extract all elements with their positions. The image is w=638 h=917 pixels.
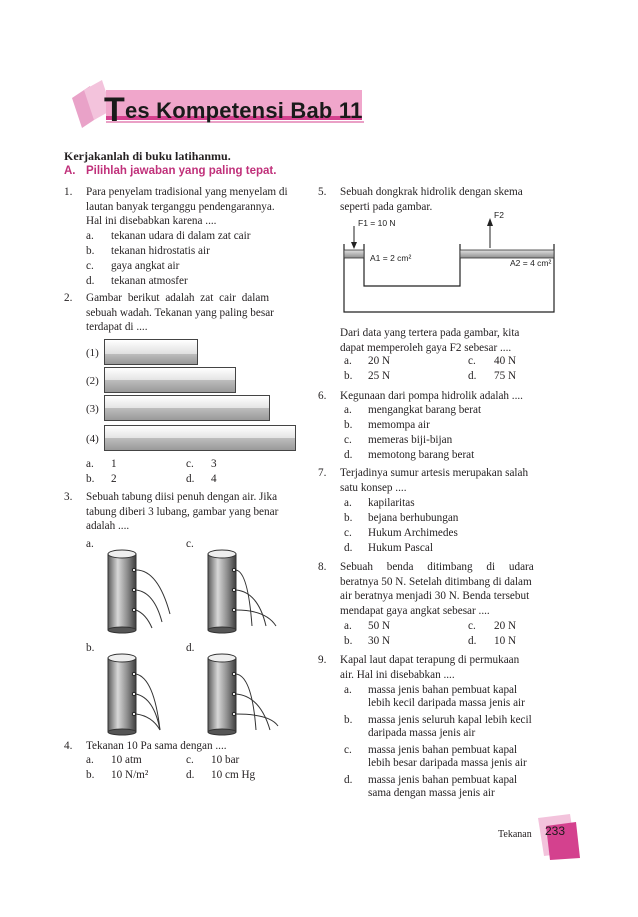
cylinder-figure-b (100, 652, 180, 736)
option-text: Hukum Archimedes (368, 527, 458, 539)
footer-chapter: Tekanan (498, 829, 532, 840)
option-text: 20 N (494, 620, 517, 632)
container-1 (104, 339, 198, 365)
option-text: 10 cm Hg (211, 769, 256, 781)
option[interactable] (86, 260, 94, 272)
option-letter: c. (186, 458, 194, 470)
stem-line: sebuah wadah. Tekanan yang paling besar (86, 306, 274, 319)
force-f1-label: F1 = 10 N (358, 218, 396, 228)
option[interactable] (186, 473, 194, 485)
option-letter: b. (86, 769, 95, 781)
option[interactable] (344, 635, 352, 647)
stem-line: Hal ini disebabkan karena .... (86, 215, 217, 228)
option-text: Hukum Pascal (368, 542, 433, 554)
stem-line: Sebuah tabung diisi penuh dengan air. Jika (86, 491, 278, 503)
option[interactable] (186, 754, 194, 766)
container-4 (104, 425, 296, 451)
option-text (368, 774, 517, 799)
option-text: kapilaritas (368, 497, 415, 509)
question-number: 8. (318, 561, 327, 573)
stem-line: Gambar berikut adalah zat cair dalam (86, 292, 270, 304)
option[interactable] (344, 774, 352, 786)
chapter-title (104, 88, 363, 129)
question-stem (86, 185, 302, 229)
option-text: memompa air (368, 419, 430, 431)
stem-line: Terjadinya sumur artesis merupakan salah (340, 467, 529, 479)
option-letter: c. (468, 620, 476, 632)
option[interactable] (344, 512, 352, 524)
option-letter: c. (344, 434, 352, 446)
option[interactable] (344, 419, 352, 431)
option[interactable] (344, 404, 352, 416)
option-letter: a. (344, 404, 352, 416)
option-letter: c. (186, 754, 194, 766)
option-letter: b. (86, 245, 95, 257)
question-stem (86, 490, 302, 534)
figure-label: (1) (86, 347, 99, 359)
option-letter: c. (344, 527, 352, 539)
area-a2-label: A2 = 4 cm² (510, 258, 552, 268)
option-letter: c. (86, 260, 94, 272)
option-letter: a. (86, 754, 94, 766)
option-text: bejana berhubungan (368, 512, 459, 524)
option[interactable] (86, 458, 94, 470)
option-text: 10 N/m² (111, 769, 149, 781)
option[interactable] (344, 714, 352, 726)
option[interactable] (344, 449, 352, 461)
option[interactable] (344, 620, 352, 632)
stem-line: lautan banyak terganggu pendengarannya. (86, 200, 275, 213)
option-letter: d. (186, 769, 195, 781)
option[interactable] (186, 769, 194, 781)
option[interactable] (344, 370, 352, 382)
option[interactable] (468, 355, 476, 367)
option[interactable] (86, 275, 94, 287)
container-2 (104, 367, 236, 393)
section-text: Pilihlah jawaban yang paling tepat. (86, 165, 277, 177)
stem-line: dapat memperoleh gaya F2 sebesar .... (340, 341, 512, 354)
option-text: tekanan hidrostatis air (111, 245, 210, 257)
cylinder-figure-d (200, 652, 280, 736)
chapter-title-initial: T (104, 91, 125, 129)
option-letter: b. (344, 419, 353, 431)
option-text: 10 bar (211, 754, 240, 766)
option-letter: d. (344, 542, 353, 554)
option-letter: a. (86, 458, 94, 470)
option[interactable] (468, 370, 476, 382)
option[interactable] (344, 527, 352, 539)
option-text: tekanan udara di dalam zat cair (111, 230, 251, 242)
option[interactable] (86, 642, 94, 654)
option-line: lebih kecil daripada massa jenis air (368, 697, 525, 709)
question-number: 6. (318, 390, 327, 402)
question-number: 7. (318, 467, 327, 479)
option-text (368, 714, 532, 739)
cylinder-figure-c (200, 548, 280, 634)
figure-label: (3) (86, 403, 99, 415)
option-text: 75 N (494, 370, 517, 382)
option-line: massa jenis bahan pembuat kapal (368, 744, 518, 756)
question-number: 5. (318, 186, 327, 198)
option-line: massa jenis bahan pembuat kapal (368, 684, 518, 696)
option-text: 10 atm (111, 754, 142, 766)
stem-line: Sebuah benda ditimbang di udara (340, 561, 534, 573)
option[interactable] (186, 458, 194, 470)
option-letter: b. (344, 512, 353, 524)
option-letter: a. (86, 538, 94, 550)
option-text: mengangkat barang berat (368, 404, 482, 416)
question-number: 3. (64, 491, 73, 503)
question-stem (340, 560, 560, 618)
stem-line: air. Hal ini disebabkan .... (340, 668, 455, 681)
stem-line: Kegunaan dari pompa hidrolik adalah .... (340, 390, 523, 402)
question-stem (340, 326, 560, 355)
stem-line: seperti pada gambar. (340, 200, 433, 213)
option[interactable] (344, 355, 352, 367)
option-line: daripada massa jenis air (368, 727, 476, 739)
option-line: massa jenis bahan pembuat kapal (368, 774, 518, 786)
stem-line: Tekanan 10 Pa sama dengan .... (86, 740, 227, 752)
option-letter: c. (186, 538, 194, 550)
option-letter: c. (344, 744, 352, 756)
option-letter: d. (344, 774, 353, 786)
option-line: massa jenis seluruh kapal lebih kecil (368, 714, 532, 726)
option[interactable] (86, 473, 94, 485)
option[interactable] (344, 744, 352, 756)
section-heading (64, 165, 276, 177)
option-letter: a. (344, 355, 352, 367)
option-letter: d. (186, 642, 195, 654)
stem-line: adalah .... (86, 520, 130, 533)
instruction: Kerjakanlah di buku latihanmu. (64, 149, 231, 163)
stem-line: air beratnya menjadi 30 N. Benda tersebut (340, 590, 530, 603)
stem-line: mendapat gaya angkat sebesar .... (340, 604, 490, 617)
option-text: 10 N (494, 635, 517, 647)
option[interactable] (186, 538, 194, 550)
question-stem (86, 291, 302, 335)
option-letter: b. (86, 642, 95, 654)
option-letter: a. (344, 620, 352, 632)
option-text: 3 (211, 458, 217, 470)
stem-line: beratnya 50 N. Setelah ditimbang di dalam (340, 575, 532, 588)
force-f2-label: F2 (494, 210, 504, 220)
option-letter: a. (86, 230, 94, 242)
question-stem (340, 653, 560, 682)
option-letter: c. (468, 355, 476, 367)
option-letter: d. (86, 275, 95, 287)
section-label: A. (64, 165, 76, 177)
option-text: 25 N (368, 370, 391, 382)
stem-line: terdapat di .... (86, 321, 148, 334)
option[interactable] (468, 620, 476, 632)
question-number: 2. (64, 292, 73, 304)
option[interactable] (86, 230, 94, 242)
option-letter: d. (344, 449, 353, 461)
option-text: 2 (111, 473, 117, 485)
question-number: 4. (64, 740, 73, 752)
option-letter: b. (344, 370, 353, 382)
option-text: 40 N (494, 355, 517, 367)
stem-line: tabung diberi 3 lubang, gambar yang benar (86, 505, 279, 518)
option[interactable] (344, 497, 352, 509)
option-text (368, 744, 527, 769)
page-number: 233 (544, 824, 566, 838)
container-3 (104, 395, 270, 421)
question-stem (340, 389, 560, 404)
option-text: memotong barang berat (368, 449, 475, 461)
option-text: 50 N (368, 620, 391, 632)
option-text: gaya angkat air (111, 260, 180, 272)
option[interactable] (344, 542, 352, 554)
option[interactable] (86, 754, 94, 766)
figure-label: (2) (86, 375, 99, 387)
stem-line: Para penyelam tradisional yang menyelam di (86, 186, 288, 198)
option-line: lebih besar daripada massa jenis air (368, 757, 527, 769)
area-a1-label: A1 = 2 cm² (370, 253, 412, 263)
stem-line: Dari data yang tertera pada gambar, kita (340, 327, 520, 339)
option-text: 20 N (368, 355, 391, 367)
option-line: sama dengan massa jenis air (368, 787, 495, 799)
option-letter: a. (344, 684, 352, 696)
option-text: 30 N (368, 635, 391, 647)
question-number: 9. (318, 654, 327, 666)
stem-line: Kapal laut dapat terapung di permukaan (340, 654, 520, 666)
option-letter: b. (86, 473, 95, 485)
option-text: 4 (211, 473, 217, 485)
option[interactable] (86, 769, 94, 781)
option-text: memeras biji-bijan (368, 434, 453, 446)
option-letter: b. (344, 714, 353, 726)
option-text (368, 684, 525, 709)
option[interactable] (344, 434, 352, 446)
figure-label: (4) (86, 433, 99, 445)
option-letter: a. (344, 497, 352, 509)
question-stem (340, 466, 560, 495)
option-letter: d. (468, 370, 477, 382)
question-stem (86, 739, 302, 754)
option[interactable] (468, 635, 476, 647)
option[interactable] (186, 642, 194, 654)
cylinder-figure-a (100, 548, 180, 634)
option-letter: d. (186, 473, 195, 485)
stem-line: Sebuah dongkrak hidrolik dengan skema (340, 186, 523, 198)
option[interactable] (344, 684, 352, 696)
option-letter: d. (468, 635, 477, 647)
option[interactable] (86, 245, 94, 257)
hydraulic-jack-figure (340, 206, 562, 318)
option-text: tekanan atmosfer (111, 275, 188, 287)
chapter-title-rest: es Kompetensi Bab 11 (124, 98, 363, 123)
option-text: 1 (111, 458, 117, 470)
stem-line: satu konsep .... (340, 481, 407, 494)
question-number: 1. (64, 186, 73, 198)
option[interactable] (86, 538, 94, 550)
option-letter: b. (344, 635, 353, 647)
